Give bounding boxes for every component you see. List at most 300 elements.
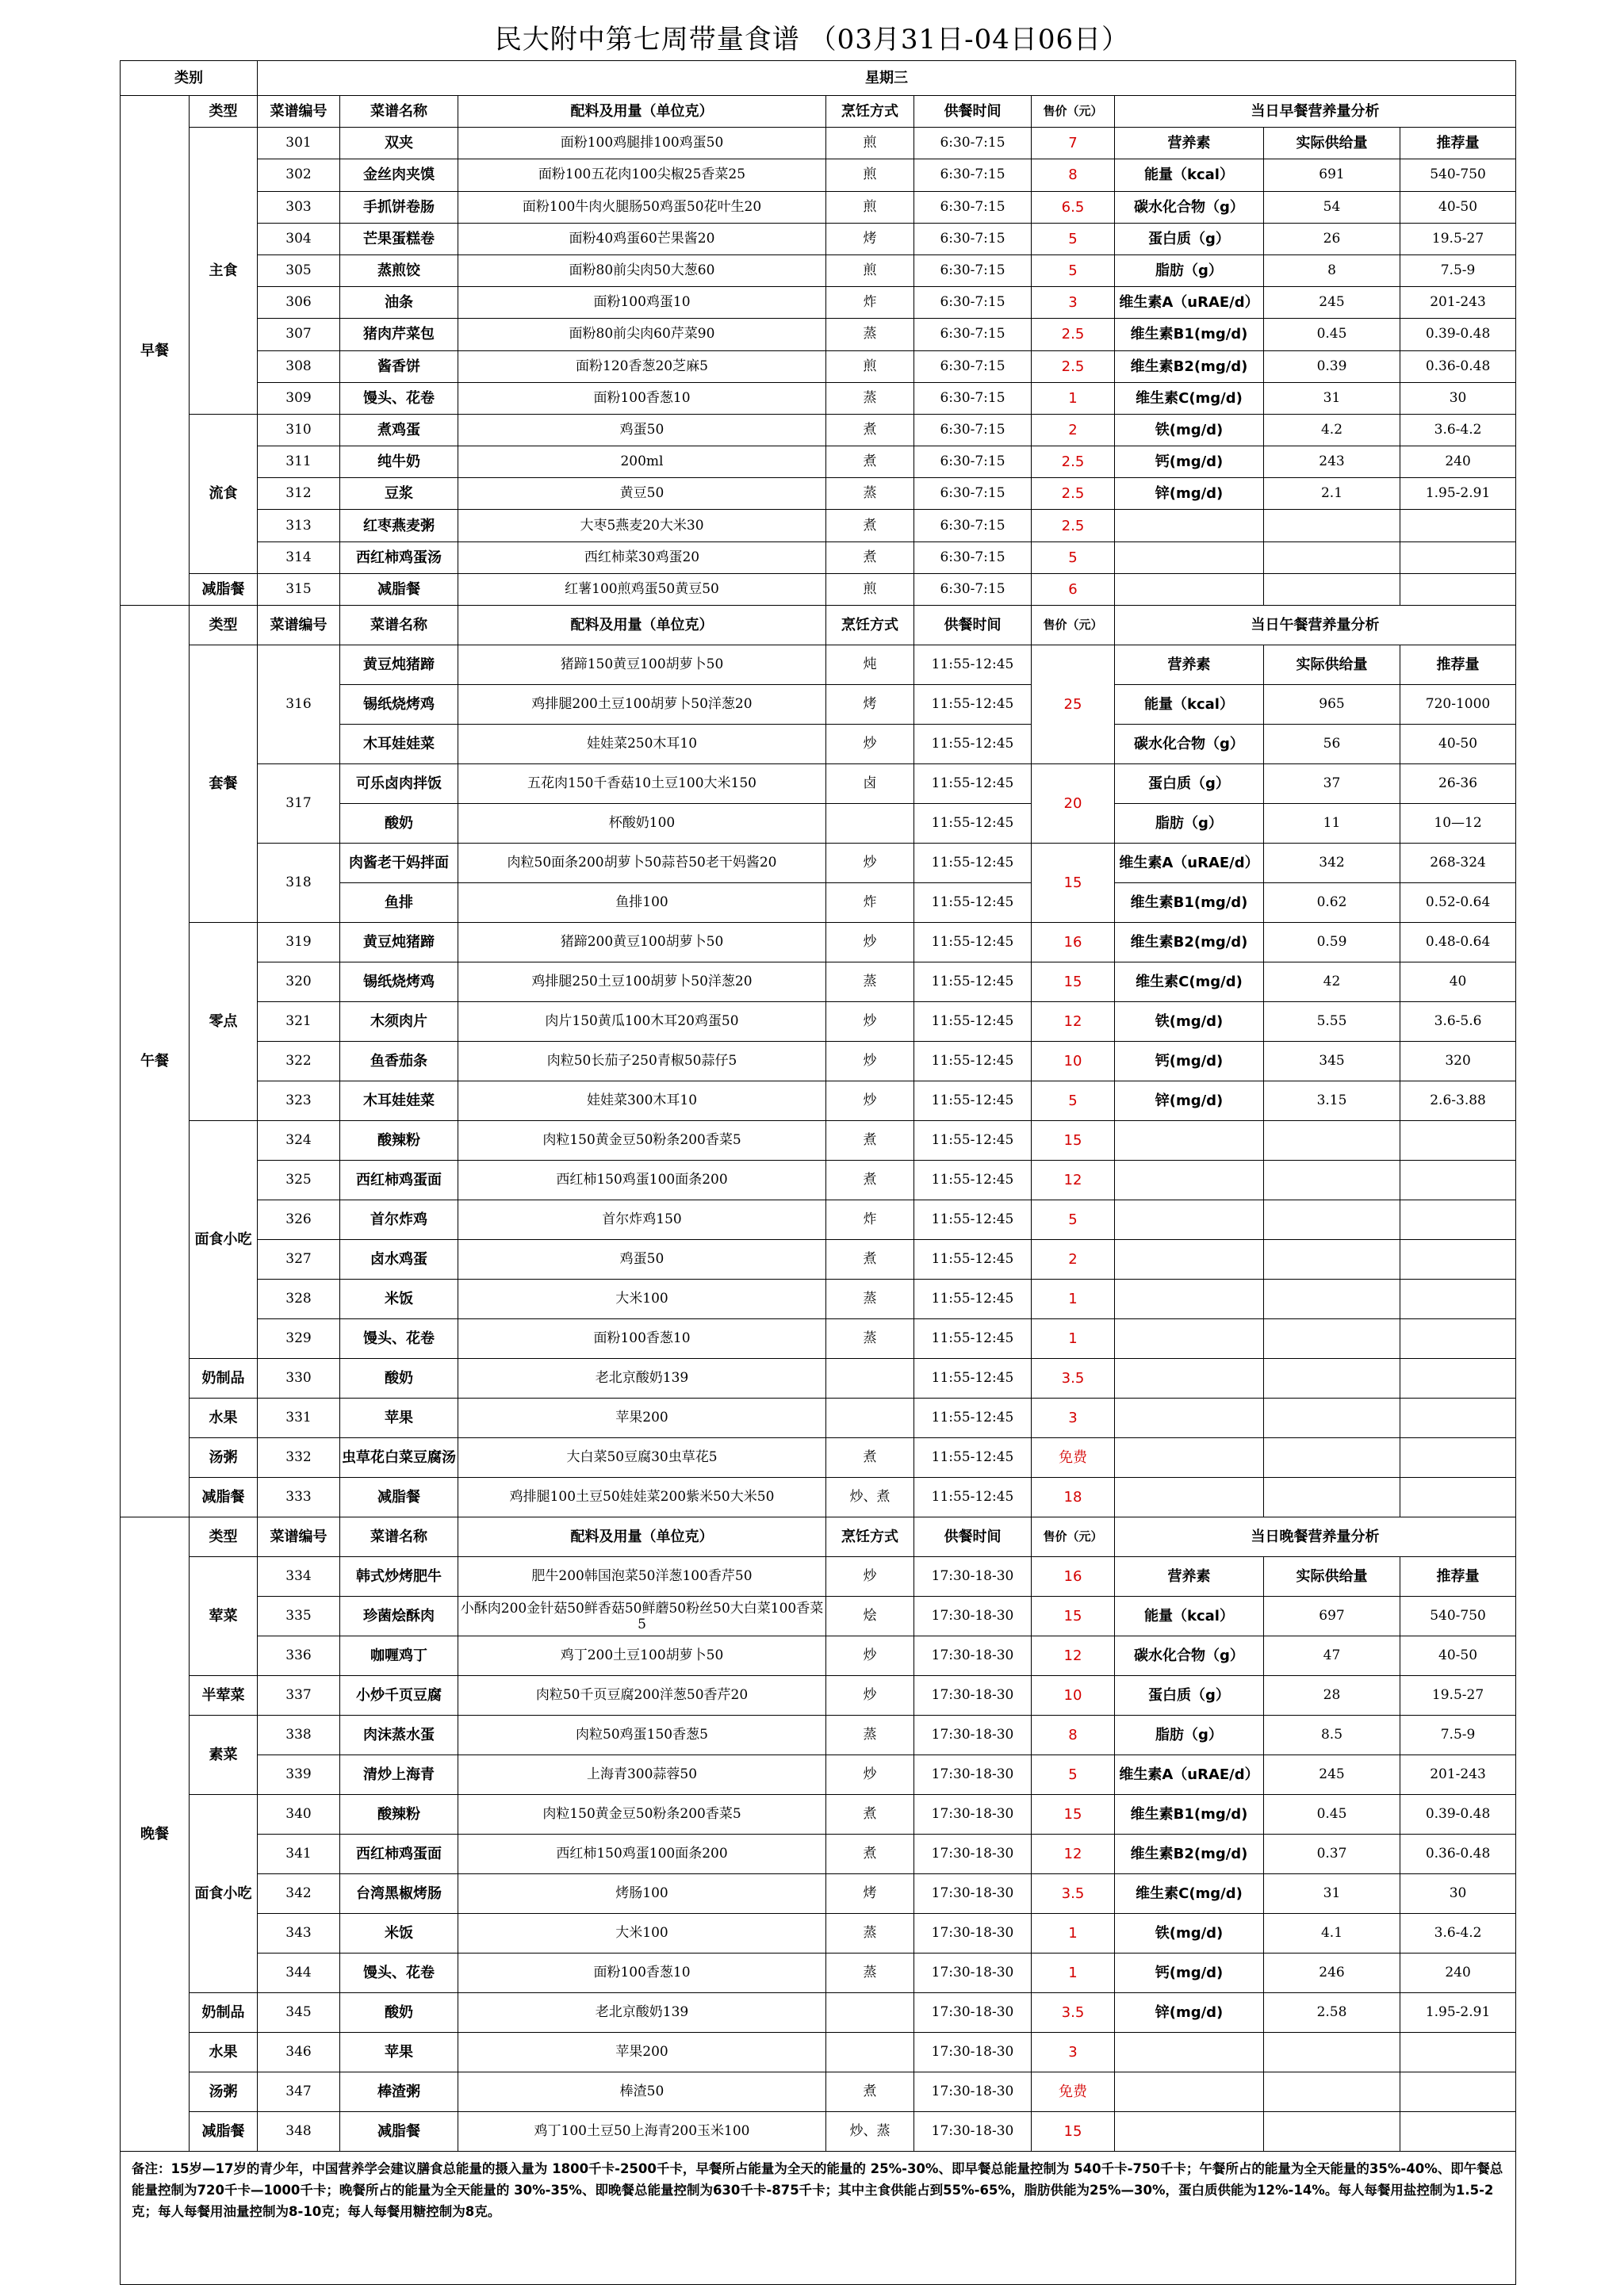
nutrient-actual: 31 — [1264, 1874, 1400, 1914]
item-method — [826, 1993, 914, 2033]
nutrient-name: 钙(mg/d) — [1115, 446, 1264, 478]
col-code: 菜谱编号 — [258, 96, 340, 128]
menu-item-row — [121, 1954, 1516, 1993]
nutrient-actual: 697 — [1264, 1597, 1400, 1636]
item-method: 煮 — [826, 1795, 914, 1835]
nutrient-name: 锌(mg/d) — [1115, 478, 1264, 510]
item-ingredients: 肉粒50千页豆腐200洋葱50香芹20 — [458, 1676, 826, 1716]
nutrient-name: 碳水化合物（g） — [1115, 1636, 1264, 1676]
item-ingredients: 上海青300蒜蓉50 — [458, 1755, 826, 1795]
item-price: 12 — [1032, 1835, 1115, 1874]
item-method: 炒 — [826, 923, 914, 962]
item-method: 烤 — [826, 685, 914, 725]
menu-item-row — [121, 350, 1516, 382]
nutrient-actual: 56 — [1264, 725, 1400, 764]
item-code: 301 — [258, 128, 340, 159]
nutrient-recommended: 201-243 — [1400, 287, 1516, 319]
item-time: 11:55-12:45 — [914, 1200, 1032, 1240]
item-name: 双夹 — [340, 128, 458, 159]
item-method: 蒸 — [826, 962, 914, 1002]
item-code: 302 — [258, 159, 340, 191]
nutrient-actual: 2.1 — [1264, 478, 1400, 510]
item-ingredients: 杯酸奶100 — [458, 804, 826, 844]
item-method: 炒 — [826, 1676, 914, 1716]
nutrient-actual: 5.55 — [1264, 1002, 1400, 1042]
item-ingredients: 面粉120香葱20芝麻5 — [458, 350, 826, 382]
menu-item-row — [121, 541, 1516, 573]
menu-item-row — [121, 510, 1516, 541]
empty-cell — [1115, 1478, 1264, 1517]
item-price: 6 — [1032, 573, 1115, 605]
item-method: 煮 — [826, 2072, 914, 2112]
nutrient-recommended: 40-50 — [1400, 725, 1516, 764]
item-code: 336 — [258, 1636, 340, 1676]
item-price: 15 — [1032, 1121, 1115, 1161]
item-name: 酸辣粉 — [340, 1121, 458, 1161]
item-code: 346 — [258, 2033, 340, 2072]
nutrient-actual: 8.5 — [1264, 1716, 1400, 1755]
menu-item-row — [121, 1121, 1516, 1161]
nutrient-actual: 26 — [1264, 223, 1400, 254]
item-time: 6:30-7:15 — [914, 478, 1032, 510]
nutrient-actual: 243 — [1264, 446, 1400, 478]
item-ingredients: 面粉100牛肉火腿肠50鸡蛋50花叶生20 — [458, 191, 826, 223]
item-code: 344 — [258, 1954, 340, 1993]
item-name: 清炒上海青 — [340, 1755, 458, 1795]
group-label: 奶制品 — [190, 1993, 258, 2033]
nutrient-recommended: 7.5-9 — [1400, 1716, 1516, 1755]
nutrient-actual: 0.39 — [1264, 350, 1400, 382]
item-code: 329 — [258, 1319, 340, 1359]
nutrient-name: 维生素B1(mg/d) — [1115, 319, 1264, 350]
item-name: 鱼排 — [340, 883, 458, 923]
item-method: 炒 — [826, 1042, 914, 1081]
nutrient-recommended: 19.5-27 — [1400, 1676, 1516, 1716]
item-ingredients: 面粉80前尖肉50大葱60 — [458, 254, 826, 286]
item-time: 6:30-7:15 — [914, 159, 1032, 191]
nutrient-name: 碳水化合物（g） — [1115, 725, 1264, 764]
empty-cell — [1400, 1359, 1516, 1399]
item-method: 煎 — [826, 350, 914, 382]
col-method: 烹饪方式 — [826, 606, 914, 645]
item-code: 340 — [258, 1795, 340, 1835]
item-time: 17:30-18-30 — [914, 1914, 1032, 1954]
item-name: 馒头、花卷 — [340, 1319, 458, 1359]
item-price: 1 — [1032, 1914, 1115, 1954]
item-time: 11:55-12:45 — [914, 923, 1032, 962]
item-code: 343 — [258, 1914, 340, 1954]
item-price: 免费 — [1032, 2072, 1115, 2112]
item-method: 煮 — [826, 510, 914, 541]
col-code: 菜谱编号 — [258, 606, 340, 645]
item-method — [826, 1399, 914, 1438]
item-name: 纯牛奶 — [340, 446, 458, 478]
item-time: 17:30-18-30 — [914, 1755, 1032, 1795]
item-ingredients: 小酥肉200金针菇50鲜香菇50鲜蘑50粉丝50大白菜100香菜5 — [458, 1597, 826, 1636]
item-name: 西红柿鸡蛋面 — [340, 1161, 458, 1200]
recommended-header: 推荐量 — [1400, 645, 1516, 685]
nutrient-name: 脂肪（g） — [1115, 804, 1264, 844]
empty-cell — [1115, 510, 1264, 541]
item-ingredients: 红薯100煎鸡蛋50黄豆50 — [458, 573, 826, 605]
menu-item-row — [121, 1319, 1516, 1359]
item-name: 韩式炒烤肥牛 — [340, 1557, 458, 1597]
nutrient-recommended: 0.48-0.64 — [1400, 923, 1516, 962]
item-ingredients: 娃娃菜250木耳10 — [458, 725, 826, 764]
item-code: 305 — [258, 254, 340, 286]
nutrient-name: 铁(mg/d) — [1115, 414, 1264, 446]
item-ingredients: 鸡蛋50 — [458, 1240, 826, 1280]
menu-item-row — [121, 1993, 1516, 2033]
menu-item-row — [121, 191, 1516, 223]
empty-cell — [1115, 1121, 1264, 1161]
empty-cell — [1400, 1438, 1516, 1478]
nutrient-recommended: 1.95-2.91 — [1400, 478, 1516, 510]
item-ingredients: 苹果200 — [458, 2033, 826, 2072]
item-price: 3 — [1032, 1399, 1115, 1438]
menu-item-row — [121, 128, 1516, 159]
nutrient-name: 维生素B2(mg/d) — [1115, 923, 1264, 962]
menu-item-row — [121, 923, 1516, 962]
item-method: 蒸 — [826, 1716, 914, 1755]
item-method: 煎 — [826, 128, 914, 159]
nutrient-name: 蛋白质（g） — [1115, 764, 1264, 804]
nutrient-actual: 54 — [1264, 191, 1400, 223]
menu-item-row — [121, 319, 1516, 350]
item-ingredients: 鸡排腿250土豆100胡萝卜50洋葱20 — [458, 962, 826, 1002]
item-price: 12 — [1032, 1002, 1115, 1042]
item-ingredients: 面粉100鸡腿排100鸡蛋50 — [458, 128, 826, 159]
menu-item-row — [121, 287, 1516, 319]
item-ingredients: 面粉100香葱10 — [458, 1319, 826, 1359]
item-code: 332 — [258, 1438, 340, 1478]
item-price: 7 — [1032, 128, 1115, 159]
item-name: 馒头、花卷 — [340, 1954, 458, 1993]
item-name: 首尔炸鸡 — [340, 1200, 458, 1240]
nutrient-actual: 245 — [1264, 1755, 1400, 1795]
analysis-title: 当日晚餐营养量分析 — [1115, 1517, 1516, 1557]
analysis-title: 当日午餐营养量分析 — [1115, 606, 1516, 645]
nutrient-name: 碳水化合物（g） — [1115, 191, 1264, 223]
nutrient-recommended: 30 — [1400, 382, 1516, 414]
footnote: 备注：15岁—17岁的青少年，中国营养学会建议膳食总能量的摄入量为 1800千卡-2500千卡，早餐所占能量为全天的能量的 25%-30%、即早餐总能量控制为 540千卡-750千卡；午餐所占的能量为全天能量的35%-40%、即午餐总能量控制为720千卡—1000千卡；晚餐所占的能量为全天能量的 30%-35%、即晚餐总能量控制为630千卡-875千卡；其中主食供能占到55%-65%，脂肪供能为25%—30%，蛋白质供能为12%-14%。每人每餐用盐控制为1.5-2克；每人每餐用油量控制为8-10克；每人每餐用糖控制为8克。 — [121, 2152, 1516, 2285]
empty-cell — [1400, 541, 1516, 573]
item-code: 313 — [258, 510, 340, 541]
nutrient-name: 维生素A（uRAE/d） — [1115, 287, 1264, 319]
item-price: 免费 — [1032, 1438, 1115, 1478]
item-time: 11:55-12:45 — [914, 1240, 1032, 1280]
item-method: 煮 — [826, 446, 914, 478]
menu-item-row — [121, 1042, 1516, 1081]
item-price: 8 — [1032, 159, 1115, 191]
nutrient-actual: 37 — [1264, 764, 1400, 804]
note-row — [121, 2152, 1516, 2285]
item-method: 炒 — [826, 1636, 914, 1676]
item-ingredients: 鸡排腿200土豆100胡萝卜50洋葱20 — [458, 685, 826, 725]
item-price: 5 — [1032, 223, 1115, 254]
item-price: 15 — [1032, 962, 1115, 1002]
item-price: 8 — [1032, 1716, 1115, 1755]
page-title: 民大附中第七周带量食谱 （03月31日-04日06日） — [494, 24, 1130, 55]
item-code: 315 — [258, 573, 340, 605]
item-method: 煎 — [826, 573, 914, 605]
menu-item-row — [121, 414, 1516, 446]
item-price: 3.5 — [1032, 1359, 1115, 1399]
empty-cell — [1400, 1161, 1516, 1200]
item-name: 酸奶 — [340, 1359, 458, 1399]
item-code: 323 — [258, 1081, 340, 1121]
item-time: 17:30-18-30 — [914, 1716, 1032, 1755]
nutrient-recommended: 26-36 — [1400, 764, 1516, 804]
item-method: 炒 — [826, 725, 914, 764]
nutrient-recommended: 268-324 — [1400, 844, 1516, 883]
item-name: 黄豆炖猪蹄 — [340, 645, 458, 685]
menu-item-row — [121, 1161, 1516, 1200]
menu-item-row — [121, 382, 1516, 414]
nutrient-name: 铁(mg/d) — [1115, 1914, 1264, 1954]
item-method: 煎 — [826, 254, 914, 286]
group-label: 半荤菜 — [190, 1676, 258, 1716]
group-label: 水果 — [190, 2033, 258, 2072]
item-time: 17:30-18-30 — [914, 1954, 1032, 1993]
item-ingredients: 猪蹄200黄豆100胡萝卜50 — [458, 923, 826, 962]
item-ingredients: 面粉40鸡蛋60芒果酱20 — [458, 223, 826, 254]
empty-cell — [1400, 1240, 1516, 1280]
item-name: 木耳娃娃菜 — [340, 1081, 458, 1121]
menu-item-row — [121, 844, 1516, 883]
item-code: 312 — [258, 478, 340, 510]
item-time: 6:30-7:15 — [914, 510, 1032, 541]
menu-item-row — [121, 446, 1516, 478]
item-name: 木耳娃娃菜 — [340, 725, 458, 764]
item-name: 锡纸烧烤鸡 — [340, 962, 458, 1002]
item-name: 酱香饼 — [340, 350, 458, 382]
menu-item-row — [121, 1002, 1516, 1042]
empty-cell — [1400, 2112, 1516, 2152]
item-ingredients: 面粉100鸡蛋10 — [458, 287, 826, 319]
item-price: 18 — [1032, 1478, 1115, 1517]
nutrient-name: 钙(mg/d) — [1115, 1954, 1264, 1993]
item-price: 5 — [1032, 254, 1115, 286]
item-name: 小炒千页豆腐 — [340, 1676, 458, 1716]
nutrient-recommended: 40-50 — [1400, 191, 1516, 223]
item-code: 335 — [258, 1597, 340, 1636]
menu-item-row — [121, 1914, 1516, 1954]
item-name: 西红柿鸡蛋汤 — [340, 541, 458, 573]
item-name: 西红柿鸡蛋面 — [340, 1835, 458, 1874]
empty-cell — [1264, 1438, 1400, 1478]
item-name: 油条 — [340, 287, 458, 319]
item-price: 3.5 — [1032, 1874, 1115, 1914]
item-ingredients: 猪蹄150黄豆100胡萝卜50 — [458, 645, 826, 685]
item-method: 炒 — [826, 1755, 914, 1795]
item-ingredients: 大米100 — [458, 1914, 826, 1954]
item-time: 11:55-12:45 — [914, 1121, 1032, 1161]
nutrient-name: 维生素B1(mg/d) — [1115, 1795, 1264, 1835]
item-ingredients: 娃娃菜300木耳10 — [458, 1081, 826, 1121]
item-ingredients: 肉粒150黄金豆50粉条200香菜5 — [458, 1121, 826, 1161]
item-time: 11:55-12:45 — [914, 1359, 1032, 1399]
set-code: 318 — [258, 844, 340, 923]
menu-item-row — [121, 254, 1516, 286]
item-method: 烤 — [826, 223, 914, 254]
empty-cell — [1400, 573, 1516, 605]
col-name: 菜谱名称 — [340, 1517, 458, 1557]
col-ingredients: 配料及用量（单位克） — [458, 96, 826, 128]
section-header-row — [121, 96, 1516, 128]
empty-cell — [1400, 1478, 1516, 1517]
empty-cell — [1264, 1121, 1400, 1161]
menu-item-row — [121, 1795, 1516, 1835]
empty-cell — [1115, 1399, 1264, 1438]
item-name: 手抓饼卷肠 — [340, 191, 458, 223]
item-price: 16 — [1032, 923, 1115, 962]
item-time: 6:30-7:15 — [914, 191, 1032, 223]
item-code: 322 — [258, 1042, 340, 1081]
item-ingredients: 面粉100香葱10 — [458, 1954, 826, 1993]
menu-item-row — [121, 1081, 1516, 1121]
item-method: 煮 — [826, 1240, 914, 1280]
item-code: 334 — [258, 1557, 340, 1597]
item-code: 321 — [258, 1002, 340, 1042]
menu-item-row — [121, 1874, 1516, 1914]
col-type: 类型 — [190, 96, 258, 128]
item-time: 17:30-18-30 — [914, 1676, 1032, 1716]
item-price: 15 — [1032, 2112, 1115, 2152]
item-ingredients: 老北京酸奶139 — [458, 1993, 826, 2033]
menu-item-row — [121, 1716, 1516, 1755]
item-method: 烤 — [826, 1874, 914, 1914]
recommended-header: 推荐量 — [1400, 128, 1516, 159]
item-ingredients: 200ml — [458, 446, 826, 478]
nutrient-name: 锌(mg/d) — [1115, 1993, 1264, 2033]
item-name: 豆浆 — [340, 478, 458, 510]
nutrient-recommended: 0.36-0.48 — [1400, 1835, 1516, 1874]
menu-item-row — [121, 645, 1516, 685]
item-method: 炒、煮 — [826, 1478, 914, 1517]
nutrient-recommended: 0.52-0.64 — [1400, 883, 1516, 923]
empty-cell — [1115, 2072, 1264, 2112]
item-method: 炒 — [826, 1081, 914, 1121]
menu-item-row — [121, 1557, 1516, 1597]
empty-cell — [1264, 1319, 1400, 1359]
item-method: 炒 — [826, 1557, 914, 1597]
col-time: 供餐时间 — [914, 606, 1032, 645]
nutrient-actual: 42 — [1264, 962, 1400, 1002]
item-time: 17:30-18-30 — [914, 1993, 1032, 2033]
recommended-header: 推荐量 — [1400, 1557, 1516, 1597]
item-price: 10 — [1032, 1676, 1115, 1716]
set-code: 317 — [258, 764, 340, 844]
item-method: 蒸 — [826, 382, 914, 414]
empty-cell — [1115, 1200, 1264, 1240]
nutrient-actual: 246 — [1264, 1954, 1400, 1993]
item-code: 337 — [258, 1676, 340, 1716]
item-name: 减脂餐 — [340, 1478, 458, 1517]
nutrient-actual: 0.45 — [1264, 319, 1400, 350]
col-name: 菜谱名称 — [340, 606, 458, 645]
item-code: 327 — [258, 1240, 340, 1280]
empty-cell — [1264, 1399, 1400, 1438]
item-time: 11:55-12:45 — [914, 1002, 1032, 1042]
item-code: 347 — [258, 2072, 340, 2112]
item-ingredients: 鸡丁100土豆50上海青200玉米100 — [458, 2112, 826, 2152]
item-time: 11:55-12:45 — [914, 725, 1032, 764]
col-time: 供餐时间 — [914, 96, 1032, 128]
menu-item-row — [121, 1835, 1516, 1874]
item-name: 酸奶 — [340, 804, 458, 844]
menu-item-row — [121, 962, 1516, 1002]
item-price: 1 — [1032, 1280, 1115, 1319]
item-ingredients: 大枣5燕麦20大米30 — [458, 510, 826, 541]
item-time: 11:55-12:45 — [914, 804, 1032, 844]
item-name: 馒头、花卷 — [340, 382, 458, 414]
menu-item-row — [121, 1240, 1516, 1280]
item-time: 17:30-18-30 — [914, 1835, 1032, 1874]
empty-cell — [1264, 1359, 1400, 1399]
nutrient-actual: 31 — [1264, 382, 1400, 414]
item-code: 320 — [258, 962, 340, 1002]
nutrient-actual: 3.15 — [1264, 1081, 1400, 1121]
item-code: 338 — [258, 1716, 340, 1755]
nutrient-recommended: 240 — [1400, 446, 1516, 478]
nutrient-actual: 11 — [1264, 804, 1400, 844]
item-price: 1 — [1032, 1954, 1115, 1993]
item-price: 3 — [1032, 2033, 1115, 2072]
actual-header: 实际供给量 — [1264, 1557, 1400, 1597]
item-time: 17:30-18-30 — [914, 1557, 1032, 1597]
nutrient-recommended: 3.6-4.2 — [1400, 414, 1516, 446]
item-time: 11:55-12:45 — [914, 883, 1032, 923]
empty-cell — [1115, 1359, 1264, 1399]
item-name: 金丝肉夹馍 — [340, 159, 458, 191]
nutrient-actual: 8 — [1264, 254, 1400, 286]
nutrient-header: 营养素 — [1115, 128, 1264, 159]
item-time: 6:30-7:15 — [914, 223, 1032, 254]
col-type: 类型 — [190, 1517, 258, 1557]
item-ingredients: 鸡排腿100土豆50娃娃菜200紫米50大米50 — [458, 1478, 826, 1517]
menu-item-row — [121, 2112, 1516, 2152]
group-label: 水果 — [190, 1399, 258, 1438]
nutrient-recommended: 720-1000 — [1400, 685, 1516, 725]
nutrient-recommended: 40-50 — [1400, 1636, 1516, 1676]
empty-cell — [1400, 1280, 1516, 1319]
item-method: 煮 — [826, 1121, 914, 1161]
item-time: 11:55-12:45 — [914, 1161, 1032, 1200]
col-method: 烹饪方式 — [826, 96, 914, 128]
nutrient-recommended: 2.6-3.88 — [1400, 1081, 1516, 1121]
empty-cell — [1115, 541, 1264, 573]
actual-header: 实际供给量 — [1264, 645, 1400, 685]
item-ingredients: 西红柿菜30鸡蛋20 — [458, 541, 826, 573]
item-code: 348 — [258, 2112, 340, 2152]
item-ingredients: 肉粒50长茄子250青椒50蒜仔5 — [458, 1042, 826, 1081]
item-time: 17:30-18-30 — [914, 1795, 1032, 1835]
item-time: 11:55-12:45 — [914, 764, 1032, 804]
item-method: 烩 — [826, 1597, 914, 1636]
item-ingredients: 棒渣50 — [458, 2072, 826, 2112]
item-time: 6:30-7:15 — [914, 128, 1032, 159]
col-price: 售价（元） — [1032, 606, 1115, 645]
nutrient-actual: 965 — [1264, 685, 1400, 725]
menu-table — [120, 60, 1516, 2285]
menu-item-row — [121, 223, 1516, 254]
nutrient-name: 铁(mg/d) — [1115, 1002, 1264, 1042]
nutrient-recommended: 240 — [1400, 1954, 1516, 1993]
col-code: 菜谱编号 — [258, 1517, 340, 1557]
item-method: 煮 — [826, 541, 914, 573]
menu-item-row — [121, 764, 1516, 804]
